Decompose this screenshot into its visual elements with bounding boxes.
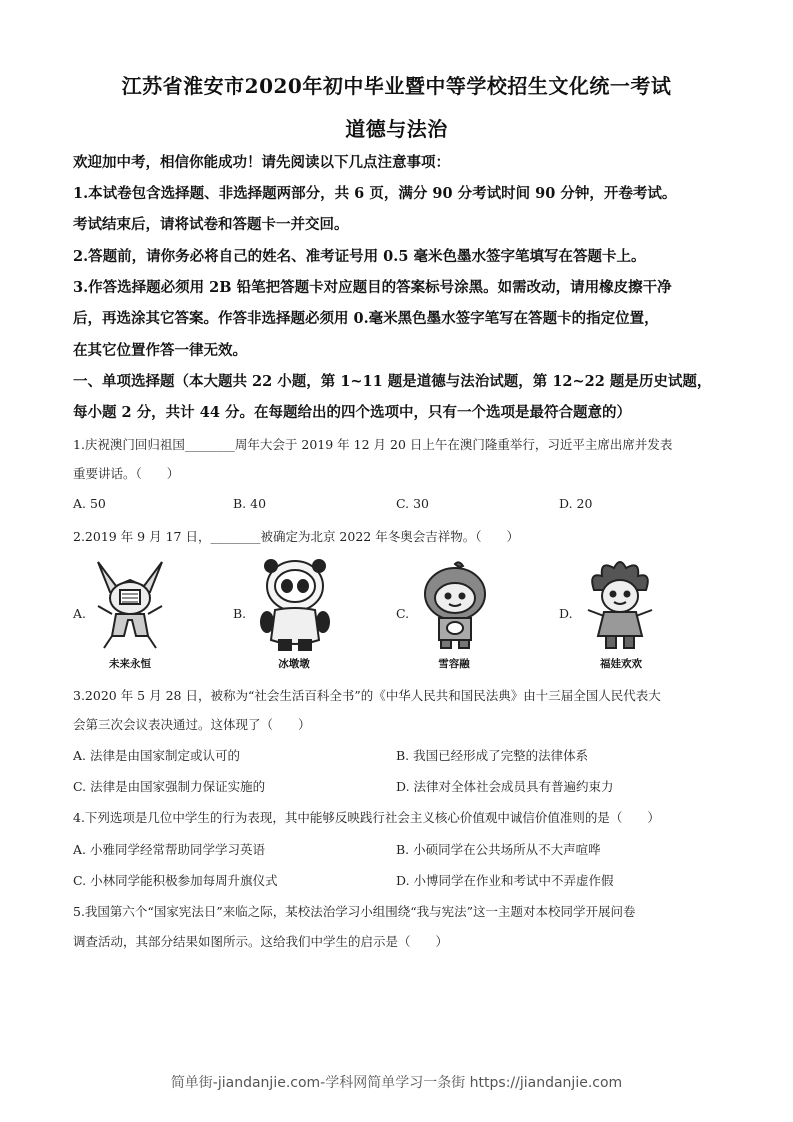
footer-watermark: 简单街-jiandanjie.com-学科网简单学习一条街 https://jiandanjie.com	[170, 1075, 623, 1091]
notice-line-3c: 在其它位置作答一律无效。	[73, 342, 247, 359]
mascot-d-caption: 福娃欢欢	[600, 658, 642, 670]
q4-option-d: D. 小博同学在作业和考试中不弄虚作假	[396, 873, 614, 888]
notice-line-2: 2.答题前，请你务必将自己的姓名、准考证号用 0.5 毫米色墨水签字笔填写在答题卡上。	[73, 248, 646, 265]
notice-line-1b: 考试结束后，请将试卷和答题卡一并交回。	[73, 216, 349, 233]
q3-stem-line-1: 3.2020 年 5 月 28 日，被称为“社会生活百科全书”的《中华人民共和国民法典》由十三届全国人民代表大	[73, 688, 661, 703]
subject-title: 道德与法治	[345, 117, 448, 141]
q3-option-b: B. 我国已经形成了完整的法律体系	[396, 748, 589, 763]
exam-title: 江苏省淮安市2020年初中毕业暨中等学校招生文化统一考试	[121, 74, 672, 98]
q1-option-d: D. 20	[559, 496, 593, 511]
q3-option-c: C. 法律是由国家强制力保证实施的	[73, 779, 266, 794]
mascot-b-caption: 冰墩墩	[278, 658, 310, 670]
q1-option-a: A. 50	[73, 496, 106, 511]
q4-option-b: B. 小硕同学在公共场所从不大声喧哗	[396, 842, 601, 857]
q2-option-d-letter: D.	[559, 606, 573, 621]
section-heading-line-2: 每小题 2 分，共计 44 分。在每题给出的四个选项中，只有一个选项是最符合题意的）	[73, 404, 631, 421]
q3-stem-line-2: 会第三次会议表决通过。这体现了（ ）	[73, 717, 311, 732]
q4-option-a: A. 小雅同学经常帮助同学学习英语	[73, 842, 265, 857]
q2-option-a-letter: A.	[73, 606, 87, 621]
q1-option-b: B. 40	[233, 496, 267, 511]
q2-option-b-letter: B.	[233, 606, 247, 621]
notice-line-3a: 3.作答选择题必须用 2B 铅笔把答题卡对应题目的答案标号涂黑。如需改动，请用橡皮擦干净	[73, 279, 672, 296]
notice-intro: 欢迎加中考，相信你能成功！请先阅读以下几点注意事项：	[73, 154, 450, 171]
mascot-a-caption: 未来永恒	[109, 658, 151, 670]
section-heading-line-1: 一、单项选择题（本大题共 22 小题，第 1~11 题是道德与法治试题，第 12~22 题是历史试题，	[73, 373, 712, 390]
q1-stem-line-1: 1.庆祝澳门回归祖国________周年大会于 2019 年 12 月 20 日上午在澳门隆重举行，习近平主席出席并发表	[73, 437, 673, 452]
notice-line-3b: 后，再选涂其它答案。作答非选择题必须用 0.毫米黑色墨水签字笔写在答题卡的指定位置，	[73, 310, 659, 327]
q4-option-c: C. 小林同学能积极参加每周升旗仪式	[73, 873, 278, 888]
mascot-bing-dwen-dwen-image	[255, 556, 335, 654]
q3-option-d: D. 法律对全体社会成员具有普遍约束力	[396, 779, 614, 794]
q5-stem-line-1: 5.我国第六个“国家宪法日”来临之际，某校法治学习小组围绕“我与宪法”这一主题对本校同学开展问卷	[73, 904, 636, 919]
mascot-c-caption: 雪容融	[438, 658, 470, 670]
q2-stem: 2.2019 年 9 月 17 日，________被确定为北京 2022 年冬奥会吉祥物。（ ）	[73, 529, 519, 544]
notice-line-1a: 1.本试卷包含选择题、非选择题两部分，共 6 页，满分 90 分考试时间 90 分钟，开卷考试。	[73, 185, 677, 202]
q1-stem-line-2: 重要讲话。（ ）	[73, 466, 180, 481]
q5-stem-line-2: 调查活动，其部分结果如图所示。这给我们中学生的启示是（ ）	[73, 934, 449, 949]
q2-option-c-letter: C.	[396, 606, 410, 621]
mascot-miraitowa-image	[90, 556, 170, 654]
mascot-fuwa-huanhuan-image	[580, 556, 660, 654]
mascot-shuey-rhon-rhon-image	[415, 560, 495, 654]
q4-stem: 4.下列选项是几位中学生的行为表现，其中能够反映践行社会主义核心价值观中诚信价值准则的是（ ）	[73, 810, 660, 825]
q1-option-c: C. 30	[396, 496, 429, 511]
q3-option-a: A. 法律是由国家制定或认可的	[73, 748, 240, 763]
